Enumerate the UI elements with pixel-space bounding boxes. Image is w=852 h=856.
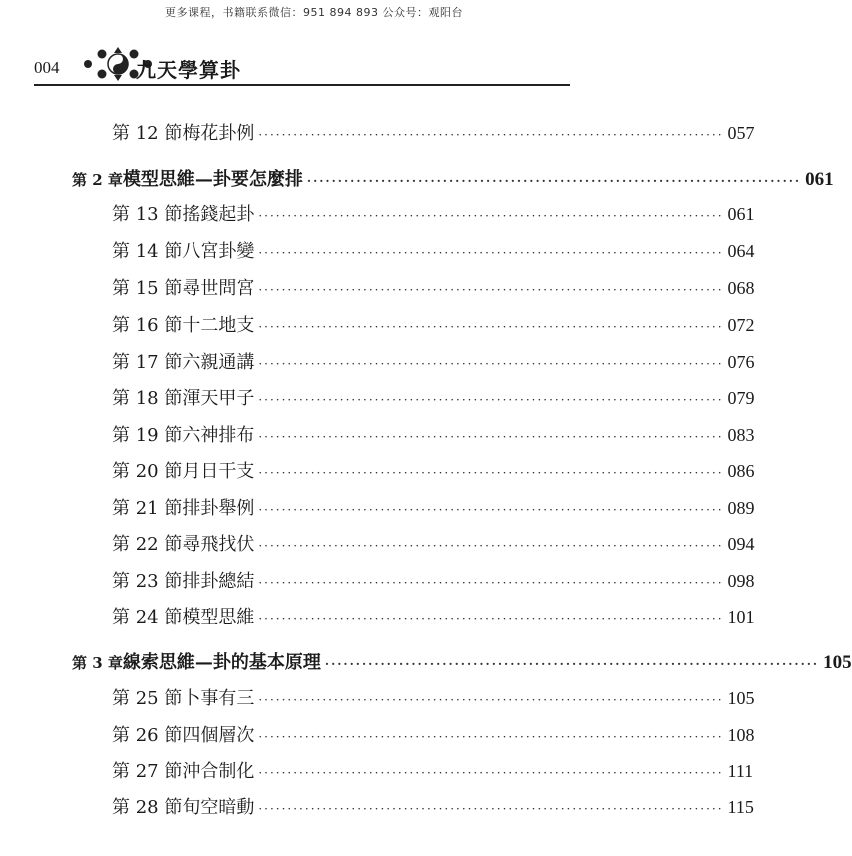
toc-section-row <box>112 566 755 596</box>
chapter-number: 第 3 章 <box>72 654 123 672</box>
section-title: 搖錢起卦 <box>182 204 255 225</box>
leader-dots: ················································································ <box>258 576 724 590</box>
section-title: 模型思維 <box>182 607 255 628</box>
toc-chapter-row <box>72 165 834 195</box>
toc-section-row <box>112 456 755 486</box>
section-number: 第 20 節 <box>112 461 183 482</box>
page-ref: 057 <box>727 123 755 143</box>
toc-section-row <box>112 118 755 148</box>
section-title: 六親通講 <box>182 352 255 373</box>
section-number: 第 28 節 <box>112 797 183 818</box>
leader-dots: ················································································ <box>258 283 724 297</box>
page-ref: 108 <box>727 725 755 745</box>
toc-section-row <box>112 420 755 450</box>
page-ref: 115 <box>727 797 754 817</box>
page-number: 004 <box>34 58 60 77</box>
toc-section-row <box>112 493 755 523</box>
section-title: 梅花卦例 <box>182 123 255 144</box>
page-ref: 094 <box>727 534 755 554</box>
section-number: 第 26 節 <box>112 725 183 746</box>
section-title: 六神排布 <box>182 425 255 446</box>
page-ref: 083 <box>727 425 755 445</box>
section-title: 排卦總結 <box>182 571 255 592</box>
toc-section-row <box>112 310 755 340</box>
leader-dots: ················································································ <box>258 539 724 553</box>
section-number: 第 17 節 <box>112 352 183 373</box>
toc-section-row <box>112 602 755 632</box>
section-title: 尋世問宮 <box>182 278 255 299</box>
toc-section-row <box>112 756 754 786</box>
section-number: 第 15 節 <box>112 278 183 299</box>
page-ref: 061 <box>805 169 834 190</box>
page-ref: 076 <box>727 352 755 372</box>
leader-dots: ················································································ <box>258 393 724 407</box>
section-number: 第 14 節 <box>112 241 183 262</box>
section-title: 排卦舉例 <box>182 498 255 519</box>
leader-dots: ················································································ <box>258 320 724 334</box>
toc-section-row <box>112 792 754 822</box>
leader-dots: ················································································ <box>258 246 724 260</box>
page-ref: 098 <box>727 571 755 591</box>
section-number: 第 21 節 <box>112 498 183 519</box>
leader-dots: ················································································ <box>258 430 724 444</box>
section-title: 卜事有三 <box>182 688 255 709</box>
chapter-number: 第 2 章 <box>72 171 123 189</box>
header-rule <box>34 84 570 86</box>
section-number: 第 22 節 <box>112 534 183 555</box>
watermark-text: 更多课程，书籍联系微信：951 894 893 公众号：观阳台 <box>165 6 463 19</box>
toc-section-row <box>112 529 755 559</box>
toc-section-row <box>112 273 755 303</box>
section-number: 第 24 節 <box>112 607 183 628</box>
page-ref: 086 <box>727 461 755 481</box>
section-number: 第 19 節 <box>112 425 183 446</box>
chapter-title: 線索思維—卦的基本原理 <box>122 652 321 673</box>
leader-dots: ················································································ <box>258 128 724 142</box>
page-header <box>34 44 574 84</box>
toc-section-row <box>112 683 755 713</box>
leader-dots: ················································································ <box>258 693 724 707</box>
section-number: 第 18 節 <box>112 388 183 409</box>
page-ref: 068 <box>727 278 755 298</box>
toc-section-row <box>112 347 755 377</box>
section-number: 第 16 節 <box>112 315 183 336</box>
page-ref: 089 <box>727 498 755 518</box>
page-ref: 079 <box>727 388 755 408</box>
toc-section-row <box>112 199 755 229</box>
leader-dots: ················································································ <box>258 802 724 816</box>
page-ref: 111 <box>727 761 754 781</box>
section-title: 旬空暗動 <box>182 797 255 818</box>
page-ref: 105 <box>823 652 852 673</box>
section-number: 第 23 節 <box>112 571 183 592</box>
leader-dots: ················································································ <box>306 174 802 188</box>
toc-section-row <box>112 383 755 413</box>
page-ref: 101 <box>727 607 755 627</box>
leader-dots: ················································································ <box>258 730 724 744</box>
leader-dots: ················································································ <box>258 612 724 626</box>
leader-dots: ················································································ <box>258 209 724 223</box>
chapter-title: 模型思維—卦要怎麼排 <box>122 169 303 190</box>
page-ref: 064 <box>727 241 755 261</box>
leader-dots: ················································································ <box>258 503 724 517</box>
section-title: 渾天甲子 <box>182 388 255 409</box>
section-title: 沖合制化 <box>182 761 255 782</box>
page-ref: 105 <box>727 688 755 708</box>
page-ref: 061 <box>727 204 755 224</box>
toc-section-row <box>112 720 755 750</box>
section-number: 第 25 節 <box>112 688 183 709</box>
toc-section-row <box>112 236 755 266</box>
leader-dots: ················································································ <box>258 466 724 480</box>
section-title: 八宮卦變 <box>182 241 255 262</box>
section-title: 月日干支 <box>182 461 255 482</box>
leader-dots: ················································································ <box>324 657 820 671</box>
leader-dots: ················································································ <box>258 357 724 371</box>
toc-chapter-row <box>72 648 852 678</box>
section-title: 四個層次 <box>182 725 255 746</box>
section-number: 第 13 節 <box>112 204 183 225</box>
section-number: 第 12 節 <box>112 123 183 144</box>
section-number: 第 27 節 <box>112 761 183 782</box>
page-ref: 072 <box>727 315 755 335</box>
section-title: 十二地支 <box>182 315 255 336</box>
book-title: 九天學算卦 <box>136 58 241 82</box>
section-title: 尋飛找伏 <box>182 534 255 555</box>
leader-dots: ················································································ <box>258 766 724 780</box>
